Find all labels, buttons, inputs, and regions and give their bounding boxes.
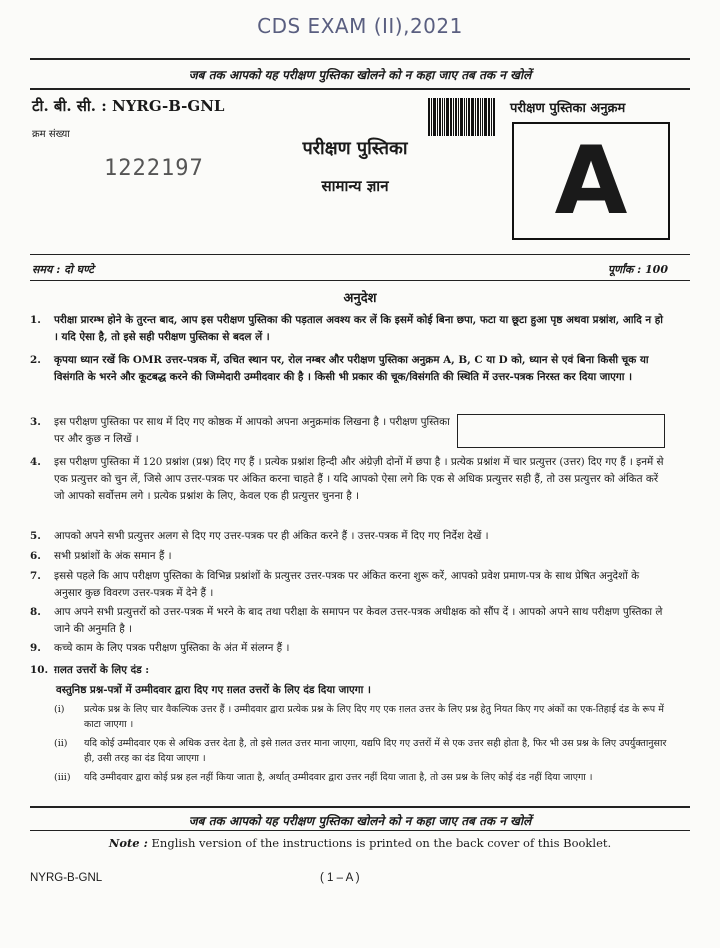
instruction-item — [30, 604, 670, 638]
top-banner: जब तक आपको यह परीक्षण पुस्तिका खोलने को न कहा जाए तब तक न खोलें — [188, 68, 532, 82]
time-allowed: समय : दो घण्टे — [32, 263, 94, 276]
item-number: 10. — [30, 664, 49, 676]
item-number: 5. — [30, 530, 41, 542]
divider — [30, 830, 690, 831]
instruction-item — [30, 548, 670, 565]
divider — [30, 806, 690, 808]
penalty-number: (i) — [54, 704, 65, 715]
item-text: इस परीक्षण पुस्तिका में 120 प्रश्नांश (प्रश्न) दिए गए हैं । प्रत्येक प्रश्नांश हिन्दी और अंग्रेज़ी दोनों में छपा है । प्रत्येक प्रश्नांश में चार प्रत्युत्तर (उत्तर) दिए गए हैं । इनमें से एक प्रत्युत्तर को चुन लें, जिसे आप उत्तर-पत्रक पर अंकित करना चाहते हैं । यदि आपको ऐसा लगे कि एक से अधिक प्रत्युत्तर सही हैं, तो उस प्रत्युत्तर को अंकित करें जो आपको सर्वोत्तम लगे । प्रत्येक प्रश्नांश के लिए, केवल एक ही प्रत्युत्तर चुनना है । — [54, 456, 664, 502]
footer-code: NYRG-B-GNL — [30, 872, 103, 884]
item-text: सभी प्रश्नांशों के अंक समान हैं । — [54, 550, 172, 562]
item-number: 8. — [30, 606, 41, 618]
instruction-item — [30, 414, 450, 448]
instruction-item — [30, 528, 670, 545]
penalty-item — [54, 702, 670, 732]
item-text: परीक्षा प्रारम्भ होने के तुरन्त बाद, आप इस परीक्षण पुस्तिका की पड़ताल अवश्य कर लें कि इसमें कोई बिना छपा, फटा या छूटा हुआ पृष्ठ अथवा प्रश्नांश, आदि न हो । यदि ऐसा है, तो इसे सही परीक्षण पुस्तिका से बदल लें । — [54, 314, 663, 343]
instruction-item — [30, 568, 670, 602]
series-letter-box — [512, 122, 670, 240]
note-text: English version of the instructions is printed on the back cover of this Booklet. — [151, 836, 612, 850]
item-text: कच्चे काम के लिए पत्रक परीक्षण पुस्तिका के अंत में संलग्न हैं । — [54, 642, 290, 654]
english-note — [0, 836, 720, 850]
series-letter: A — [554, 126, 628, 236]
penalty-intro-text: वस्तुनिष्ठ प्रश्न-पत्रों में उम्मीदवार द्वारा दिए गए ग़लत उत्तरों के लिए दंड दिया जाएगा । — [56, 684, 371, 696]
note-label: Note : — [108, 836, 148, 850]
item-number: 1. — [30, 314, 41, 326]
booklet-title: परीक्षण पुस्तिका — [302, 138, 408, 159]
penalty-number: (ii) — [54, 738, 68, 749]
instruction-item — [30, 454, 670, 505]
item-number: 6. — [30, 550, 41, 562]
item-text: इस परीक्षण पुस्तिका पर साथ में दिए गए कोष्ठक में आपको अपना अनुक्रमांक लिखना है । परीक्षण पुस्तिका पर और कुछ न लिखें । — [54, 416, 450, 445]
penalty-text: प्रत्येक प्रश्न के लिए चार वैकल्पिक उत्तर हैं । उम्मीदवार द्वारा प्रत्येक प्रश्न के लिए दिए गए एक ग़लत उत्तर के लिए प्रश्न हेतु नियत किए गए अंकों का एक-तिहाई दंड के रूप में काटा जाएगा । — [84, 704, 664, 730]
instruction-item — [30, 352, 670, 386]
divider — [30, 58, 690, 60]
serial-label: क्रम संख्या — [32, 129, 70, 140]
penalty-item — [54, 770, 670, 785]
serial-number: 1222197 — [104, 156, 204, 181]
item-number: 7. — [30, 570, 41, 582]
penalty-text: यदि कोई उम्मीदवार एक से अधिक उत्तर देता है, तो इसे ग़लत उत्तर माना जाएगा, यद्यपि दिए गए उत्तरों में से एक उत्तर सही होता है, फिर भी उस प्रश्न के लिए उपर्युक्तानुसार ही, उसी तरह का दंड दिया जाएगा । — [84, 738, 667, 764]
item-text: कृपया ध्यान रखें कि OMR उत्तर-पत्रक में, उचित स्थान पर, रोल नम्बर और परीक्षण पुस्तिका अनुक्रम A, B, C या D को, ध्यान से एवं बिना किसी चूक या विसंगति के भरने और कूटबद्ध करने की जिम्मेदारी उम्मीदवार की है । किसी भी प्रकार की चूक/विसंगति की स्थिति में उत्तर-पत्रक निरस्त कर दिया जाएगा । — [54, 354, 649, 383]
roll-number-box[interactable] — [457, 414, 665, 448]
item-number: 4. — [30, 456, 41, 468]
penalty-text: यदि उम्मीदवार द्वारा कोई प्रश्न हल नहीं किया जाता है, अर्थात् उम्मीदवार द्वारा उत्तर नहीं दिया जाता है, तो उस प्रश्न के लिए कोई दंड नहीं दिया जाएगा । — [84, 772, 593, 783]
booklet-subject: सामान्य ज्ञान — [321, 177, 389, 195]
penalty-item — [54, 736, 670, 766]
instructions-heading: अनुदेश — [343, 291, 377, 306]
divider — [30, 88, 690, 90]
item-number: 9. — [30, 642, 41, 654]
series-label: परीक्षण पुस्तिका अनुक्रम — [510, 101, 626, 116]
barcode — [428, 98, 504, 136]
maximum-marks: पूर्णांक : 100 — [607, 263, 668, 276]
item-text: ग़लत उत्तरों के लिए दंड : — [54, 664, 150, 676]
divider — [30, 280, 690, 281]
item-text: इससे पहले कि आप परीक्षण पुस्तिका के विभिन्न प्रश्नांशों के प्रत्युत्तर उत्तर-पत्रक पर अंकित करना शुरू करें, आपको प्रवेश प्रमाण-पत्र के साथ प्रेषित अनुदेशों के अनुसार कुछ विवरण उत्तर-पत्रक में देने हैं । — [54, 570, 640, 599]
bottom-banner: जब तक आपको यह परीक्षण पुस्तिका खोलने को न कहा जाए तब तक न खोलें — [188, 814, 532, 828]
instruction-item — [30, 312, 670, 346]
penalty-intro — [56, 682, 670, 699]
instruction-item — [30, 662, 670, 679]
instruction-item — [30, 640, 670, 657]
tbc-code: टी. बी. सी. : NYRG-B-GNL — [32, 97, 225, 115]
footer-page: ( 1 – A ) — [320, 872, 360, 884]
item-text: आप अपने सभी प्रत्युत्तरों को उत्तर-पत्रक में भरने के बाद तथा परीक्षा के समापन पर केवल उत्तर-पत्रक अधीक्षक को सौंप दें । आपको अपने साथ परीक्षण पुस्तिका ले जाने की अनुमति है । — [54, 606, 663, 635]
item-number: 3. — [30, 416, 41, 428]
penalty-number: (iii) — [54, 772, 71, 783]
divider — [30, 254, 690, 255]
item-number: 2. — [30, 354, 41, 366]
item-text: आपको अपने सभी प्रत्युत्तर अलग से दिए गए उत्तर-पत्रक पर ही अंकित करने हैं । उत्तर-पत्रक में दिए गए निर्देश देखें । — [54, 530, 489, 542]
exam-stamp: CDS EXAM (II),2021 — [257, 14, 463, 38]
